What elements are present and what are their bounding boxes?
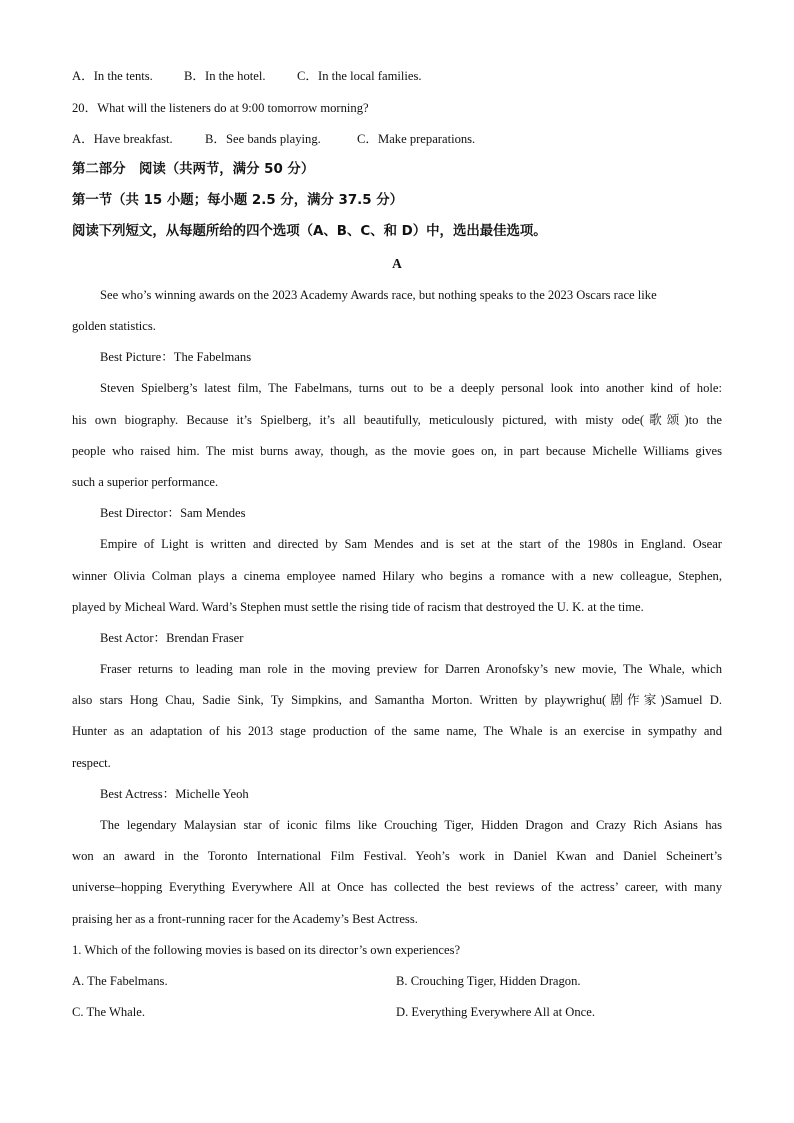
- part2-heading: 第二部分 阅读（共两节，满分 50 分）: [72, 162, 315, 177]
- q1-option-a: A. The Fabelmans.: [72, 974, 168, 988]
- best-director-heading: Best Director：Sam Mendes: [100, 506, 246, 520]
- q20-options-row: [72, 131, 475, 147]
- best-actress-heading: Best Actress：Michelle Yeoh: [100, 787, 249, 801]
- q20-option-a: A．Have breakfast.: [72, 132, 173, 146]
- best-picture-line-4: such a superior performance.: [72, 475, 219, 489]
- q1-question: 1. Which of the following movies is based on its director’s own experiences?: [72, 943, 461, 957]
- intro-line-1: See who’s winning awards on the 2023 Academy Awards race, but nothing speaks to the 2023 Oscars race like: [100, 288, 657, 302]
- best-actor-line-2: also stars Hong Chau, Sadie Sink, Ty Simpkins, and Samantha Morton. Written by playwrighu(剧作家)Samuel D.: [72, 693, 722, 707]
- q1-option-b: B. Crouching Tiger, Hidden Dragon.: [396, 974, 581, 988]
- best-director-line-3: played by Micheal Ward. Ward’s Stephen must settle the rising tide of racism that destroyed the U. K. at the time.: [72, 600, 644, 614]
- best-picture-line-2: his own biography. Because it’s Spielberg, it’s all beautifully, meticulously pictured, with misty ode(歌颂)to the: [72, 413, 722, 427]
- best-picture-line-1: Steven Spielberg’s latest film, The Fabelmans, turns out to be a deeply personal look into another kind of hole:: [100, 381, 722, 395]
- best-actor-line-4: respect.: [72, 756, 111, 770]
- best-picture-line-3: people who raised him. The mist burns away, though, as the movie goes on, in part because Michelle Williams gives: [72, 444, 722, 458]
- passage-label: A: [392, 256, 402, 271]
- best-actor-line-3: Hunter as an adaptation of his 2013 stage production of the same name, The Whale is an exercise in sympathy and: [72, 724, 722, 738]
- q19-options-row: [72, 68, 422, 84]
- section1-heading: 第一节（共 15 小题；每小题 2.5 分，满分 37.5 分）: [72, 193, 404, 208]
- best-actor-heading: Best Actor：Brendan Fraser: [100, 631, 244, 645]
- best-actor-line-1: Fraser returns to leading man role in the moving preview for Darren Aronofsky’s new movie, The Whale, which: [100, 662, 722, 676]
- best-actress-line-1: The legendary Malaysian star of iconic films like Crouching Tiger, Hidden Dragon and Crazy Rich Asians has: [100, 818, 722, 832]
- best-director-line-1: Empire of Light is written and directed by Sam Mendes and is set at the start of the 1980s in England. Osear: [100, 537, 722, 551]
- best-director-line-2: winner Olivia Colman plays a cinema employee named Hilary who begins a romance with a new colleague, Stephen,: [72, 569, 722, 583]
- q1-option-c: C. The Whale.: [72, 1005, 145, 1019]
- q19-option-a: A．In the tents.: [72, 69, 153, 83]
- q20-option-c: C．Make preparations.: [357, 132, 476, 146]
- reading-instruction: 阅读下列短文，从每题所给的四个选项（A、B、C、和 D）中，选出最佳选项。: [72, 224, 547, 239]
- q20-option-b: B．See bands playing.: [205, 132, 321, 146]
- q20-question: 20．What will the listeners do at 9:00 tomorrow morning?: [72, 101, 369, 115]
- best-picture-heading: Best Picture：The Fabelmans: [100, 350, 252, 364]
- q19-option-c: C．In the local families.: [297, 69, 422, 83]
- q1-option-d: D. Everything Everywhere All at Once.: [396, 1005, 595, 1019]
- best-actress-line-3: universe–hopping Everything Everywhere All at Once has collected the best reviews of the actress’ career, with many: [72, 880, 722, 894]
- best-actress-line-2: won an award in the Toronto International Film Festival. Yeoh’s work in Daniel Kwan and Daniel Scheinert’s: [72, 849, 722, 863]
- intro-line-2: golden statistics.: [72, 319, 156, 333]
- q19-option-b: B．In the hotel.: [184, 69, 266, 83]
- best-actress-line-4: praising her as a front-running racer for the Academy’s Best Actress.: [72, 912, 418, 926]
